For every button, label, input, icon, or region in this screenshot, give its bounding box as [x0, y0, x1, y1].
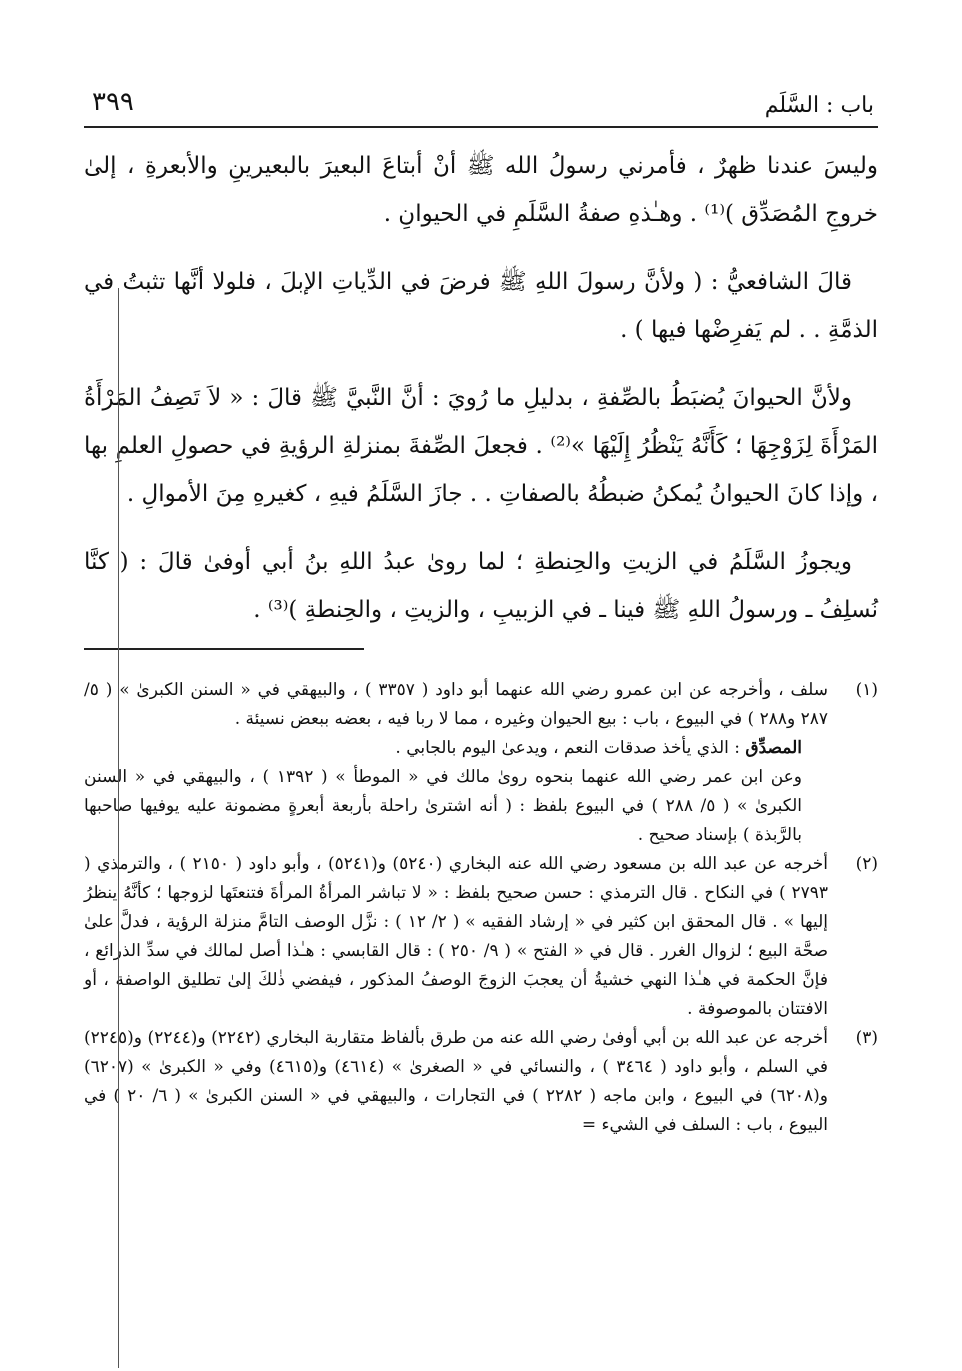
- footnote-definition: [84, 734, 828, 763]
- paragraph: ويجوزُ السَّلَمُ في الزيتِ والحِنطةِ ؛ لما روىٰ عبدُ اللهِ بنُ أبي أوفىٰ قالَ : ( كنَّا نُسلِفُ ـ ورسولُ اللهِ ﷺ فينا ـ في الزبيبِ ، والزيتِ ، والحِنطةِ )⁽³⁾ .: [84, 549, 878, 623]
- page-number: ٣٩٩: [92, 87, 134, 117]
- footnote-text: أخرجه عن عبد الله بن أبي أوفىٰ رضي الله عنه من طرق بألفاظ متقاربة البخاري (٢٢٤٢) و(٢٢٤٤) و(٢٢٤٥) في السلم ، وأبو داود ( ٣٤٦٤ ) ، والنسائي في « الصغرىٰ » (٤٦١٤) و(٤٦١٥) وفي « الكبرىٰ » (٦٢٠٧) و(٦٢٠٨) في البيوع ، وابن ماجه ( ٢٢٨٢ ) في التجارات ، والبيهقي في « السنن الكبرىٰ » ( ٦/ ٢٠ ) في البيوع ، باب : السلف في الشيء =: [84, 1028, 828, 1135]
- footnote-text: سلف ، وأخرجه عن ابن عمرو رضي الله عنهما أبو داود ( ٣٣٥٧ ) ، والبيهقي في « السنن الكبرىٰ » ( ٥/ ٢٨٧ و٢٨٨ ) في البيوع ، باب : بيع الحيوان وغيره ، مما لا ربا فيه ، بعضه ببعض نسيئة .: [84, 680, 828, 729]
- footnote-term-definition: : الذي يأخذ صدقات النعم ، ويدعىٰ اليوم بالجابي .: [395, 738, 740, 758]
- footnote-number: (٢): [855, 854, 878, 874]
- footnote-body: [84, 676, 828, 850]
- footnotes: [84, 676, 878, 1140]
- paragraph: قالَ الشافعيُّ : ( ولأنَّ رسولَ اللهِ ﷺ فرضَ في الدِّياتِ الإبلَ ، فلولا أنَّها تثبتُ في الذمَّةِ . . لم يَفرِضْها فيها ) .: [84, 269, 878, 343]
- footnote-body: [84, 1024, 828, 1140]
- footnote-divider: [84, 648, 364, 650]
- footnote: [84, 850, 878, 1024]
- footnote-term: المصدِّق: [745, 738, 802, 758]
- footnote-number: (١): [855, 680, 878, 700]
- page-header: [84, 86, 878, 128]
- footnote-body: [84, 850, 828, 1024]
- main-text: [84, 142, 878, 654]
- paragraph: وليسَ عندنا ظهرٌ ، فأمرني رسولُ الله ﷺ أنْ أبتاعَ البعيرَ بالبعيرينِ والأبعرةِ ، إلىٰ خروجِ المُصَدِّق )⁽¹⁾ . وهـٰذهِ صفةُ السَّلَمِ في الحيوانِ .: [84, 153, 878, 227]
- footnote-number: (٣): [855, 1028, 878, 1048]
- footnote: [84, 676, 878, 850]
- footnote-text: وعن ابن عمر رضي الله عنهما بنحوه روىٰ مالك في « الموطأ » ( ١٣٩٢ ) ، والبيهقي في « السنن الكبرىٰ » ( ٥/ ٢٨٨ ) في البيوع بلفظ : ( أنه اشترىٰ راحلة بأربعة أبعرةٍ مضمونة عليه يوفيها صاحبها بالرَّبذة ) بإسناد صحيح .: [84, 767, 802, 845]
- paragraph: ولأنَّ الحيوانَ يُضبَطُ بالصِّفةِ ، بدليلِ ما رُويَ : أنَّ النَّبيَّ ﷺ قالَ : « لاَ تَصِفُ المَرْأَةُ المَرْأَةَ لِزَوْجِهَا ؛ كَأَنَّهُ يَنْظُرُ إِلَيْهَا »⁽²⁾ . فجعلَ الصِّفةَ بمنزلةِ الرؤيةِ في حصولِ العلمِ بها ، وإذا كانَ الحيوانُ يُمكنُ ضبطُهُ بالصفاتِ . . جازَ السَّلَمُ فيهِ ، كغيرهِ مِنَ الأموالِ .: [84, 385, 878, 507]
- scan-margin-line: [118, 288, 119, 1368]
- footnote-text: أخرجه عن عبد الله بن مسعود رضي الله عنه البخاري (٥٢٤٠) و(٥٢٤١) ، وأبو داود ( ٢١٥٠ ) ، والترمذي ( ٢٧٩٣ ) في النكاح . قال الترمذي : حسن صحيح بلفظ : « لا تباشر المرأةُ المرأةَ فتنعتَها لزوجها ؛ كأنَّهُ ينظرُ إليها » . قال المحقق ابن كثير في « إرشاد الفقيه » ( ٢/ ١٢ ) : نزَّل الوصف التامَّ منزلة الرؤية ، فدلَّ علىٰ صحَّة البيع ؛ لزوال الغرر . قال في « الفتح » ( ٩/ ٢٥٠ ) : قال القابسي : هـٰذا أصل لمالك في سدِّ الذرائع ، فإنَّ الحكمة في هـٰذا النهي خشيةُ أن يعجبَ الزوجَ الوصفُ المذكور ، فيفضي ذٰلكَ إلىٰ تطليق الواصفة ، أو الافتتان بالموصوفة .: [84, 854, 829, 1019]
- footnote: [84, 1024, 878, 1140]
- chapter-title: باب : السَّلَم: [764, 93, 874, 118]
